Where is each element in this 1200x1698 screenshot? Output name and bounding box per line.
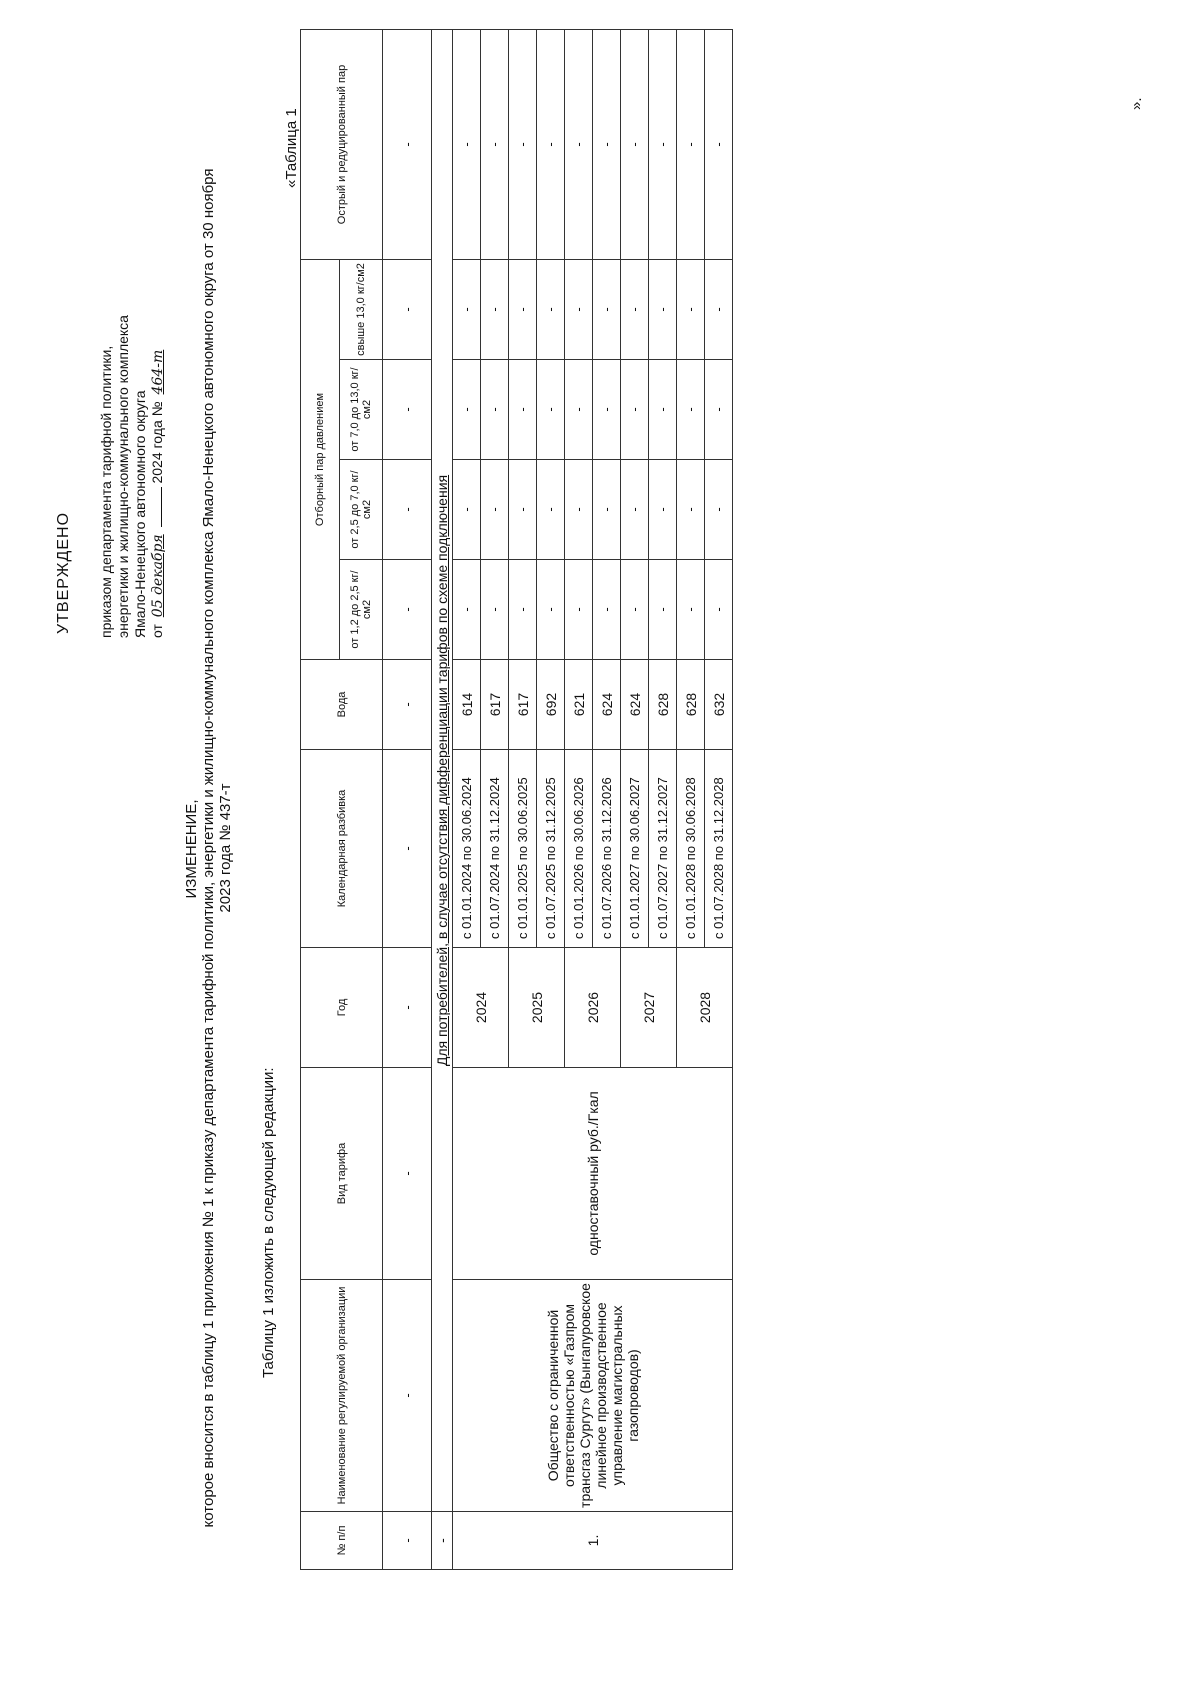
dash-cell: - <box>649 260 677 360</box>
dash-cell: - <box>509 30 537 260</box>
dash-cell: - <box>537 560 565 660</box>
tariff-table <box>300 29 733 1570</box>
period-cell: с 01.07.2028 по 31.12.2028 <box>705 750 733 948</box>
dash-cell: - <box>537 360 565 460</box>
water-cell: 628 <box>649 660 677 750</box>
intro-text: Таблицу 1 изложить в следующей редакции: <box>260 1067 277 1378</box>
year-cell: 2028 <box>677 948 733 1068</box>
tariff-type: одноставочный руб./Гкал <box>453 1068 733 1280</box>
dash-cell: - <box>677 360 705 460</box>
dash-cell: - <box>705 30 733 260</box>
dash-cell: - <box>649 460 677 560</box>
water-cell: 614 <box>453 660 481 750</box>
dash-cell: - <box>481 30 509 260</box>
date-suffix: 2024 года № <box>149 401 165 484</box>
period-cell: с 01.07.2024 по 31.12.2024 <box>481 750 509 948</box>
dash-cell: - <box>621 260 649 360</box>
dash-cell: - <box>481 460 509 560</box>
approval-line: энергетики и жилищно-коммунального комплекса <box>115 315 131 638</box>
table-row-section <box>432 30 453 1570</box>
dash-cell: - <box>432 1512 453 1570</box>
dash-cell: - <box>453 260 481 360</box>
section-title: Для потребителей, в случае отсутствия дифференциации тарифов по схеме подключения <box>432 30 453 1512</box>
dash-cell: - <box>649 560 677 660</box>
period-cell: с 01.07.2025 по 31.12.2025 <box>537 750 565 948</box>
table-row-dash <box>383 30 432 1570</box>
dash-cell: - <box>593 260 621 360</box>
dash-cell: - <box>677 30 705 260</box>
table-label: «Таблица 1 <box>283 108 300 188</box>
header-num: № п/п <box>301 1512 383 1570</box>
dash-cell: - <box>677 460 705 560</box>
dash-cell: - <box>705 360 733 460</box>
dash-cell: - <box>649 360 677 460</box>
dash-cell: - <box>383 560 432 660</box>
water-cell: 628 <box>677 660 705 750</box>
dash-cell: - <box>509 260 537 360</box>
dash-cell: - <box>565 360 593 460</box>
dash-cell: - <box>383 1280 432 1512</box>
period-cell: с 01.07.2027 по 31.12.2027 <box>649 750 677 948</box>
header-org: Наименование регулируемой организации <box>301 1280 383 1512</box>
dash-cell: - <box>537 460 565 560</box>
approval-title: УТВЕРЖДЕНО <box>55 511 72 634</box>
dash-cell: - <box>565 560 593 660</box>
dash-cell: - <box>621 560 649 660</box>
water-cell: 617 <box>509 660 537 750</box>
handwritten-date: 05 декабря <box>150 534 166 618</box>
dash-cell: - <box>453 460 481 560</box>
year-cell: 2027 <box>621 948 677 1068</box>
approval-line: Ямало-Ненецкого автономного округа <box>132 390 148 638</box>
header-steam: Отборный пар давлением <box>301 260 340 660</box>
dash-cell: - <box>705 260 733 360</box>
date-underline <box>161 487 162 527</box>
approval-block <box>55 78 167 638</box>
period-cell: с 01.01.2025 по 30.06.2025 <box>509 750 537 948</box>
dash-cell: - <box>537 260 565 360</box>
year-cell: 2025 <box>509 948 565 1068</box>
water-cell: 621 <box>565 660 593 750</box>
period-cell: с 01.01.2028 по 30.06.2028 <box>677 750 705 948</box>
handwritten-number: 464-т <box>150 349 166 395</box>
dash-cell: - <box>649 30 677 260</box>
dash-cell: - <box>705 560 733 660</box>
dash-cell: - <box>509 560 537 660</box>
dash-cell: - <box>383 1068 432 1280</box>
dash-cell: - <box>383 460 432 560</box>
header-steam-4: свыше 13,0 кг/см2 <box>340 260 383 360</box>
header-water: Вода <box>301 660 383 750</box>
water-cell: 624 <box>593 660 621 750</box>
dash-cell: - <box>383 260 432 360</box>
header-tariff-type: Вид тарифа <box>301 1068 383 1280</box>
dash-cell: - <box>383 30 432 260</box>
dash-cell: - <box>621 360 649 460</box>
table-row <box>453 30 481 1570</box>
closing-quote: ». <box>1128 97 1145 110</box>
dash-cell: - <box>453 360 481 460</box>
dash-cell: - <box>453 30 481 260</box>
approval-date-line <box>149 78 167 638</box>
header-year: Год <box>301 948 383 1068</box>
dash-cell: - <box>593 460 621 560</box>
org-number: 1. <box>453 1512 733 1570</box>
org-name: Общество с ограниченной ответственностью «Газпром трансгаз Сургут» (Вынгапуровское линейное производственное управление магистральных газопроводов) <box>453 1280 733 1512</box>
header-reduced-steam: Острый и редуцированный пар <box>301 30 383 260</box>
water-cell: 692 <box>537 660 565 750</box>
header-calendar: Календарная разбивка <box>301 750 383 948</box>
period-cell: с 01.01.2026 по 30.06.2026 <box>565 750 593 948</box>
period-cell: с 01.01.2027 по 30.06.2027 <box>621 750 649 948</box>
dash-cell: - <box>383 360 432 460</box>
dash-cell: - <box>383 1512 432 1570</box>
dash-cell: - <box>677 260 705 360</box>
dash-cell: - <box>537 30 565 260</box>
approval-line: приказом департамента тарифной политики, <box>98 345 114 638</box>
period-cell: с 01.07.2026 по 31.12.2026 <box>593 750 621 948</box>
document-title: ИЗМЕНЕНИЕ, <box>183 799 200 899</box>
dash-cell: - <box>705 460 733 560</box>
dash-cell: - <box>383 750 432 948</box>
dash-cell: - <box>565 260 593 360</box>
dash-cell: - <box>509 360 537 460</box>
dash-cell: - <box>481 560 509 660</box>
dash-cell: - <box>621 30 649 260</box>
year-cell: 2026 <box>565 948 621 1068</box>
dash-cell: - <box>481 360 509 460</box>
water-cell: 624 <box>621 660 649 750</box>
dash-cell: - <box>621 460 649 560</box>
period-cell: с 01.01.2024 по 30.06.2024 <box>453 750 481 948</box>
document-subtitle: которое вносится в таблицу 1 приложения № 1 к приказу департамента тарифной политики, энергетики и жилищно-коммунального комплекса Ямало-Ненецкого автономного округа от 30 ноября 2023 года № 437-т <box>200 168 234 1528</box>
header-steam-2: от 2,5 до 7,0 кг/см2 <box>340 460 383 560</box>
header-steam-1: от 1,2 до 2,5 кг/см2 <box>340 560 383 660</box>
dash-cell: - <box>593 560 621 660</box>
dash-cell: - <box>383 660 432 750</box>
dash-cell: - <box>453 560 481 660</box>
header-steam-3: от 7,0 до 13,0 кг/см2 <box>340 360 383 460</box>
dash-cell: - <box>565 30 593 260</box>
dash-cell: - <box>593 30 621 260</box>
dash-cell: - <box>481 260 509 360</box>
year-cell: 2024 <box>453 948 509 1068</box>
dash-cell: - <box>593 360 621 460</box>
water-cell: 632 <box>705 660 733 750</box>
dash-cell: - <box>677 560 705 660</box>
water-cell: 617 <box>481 660 509 750</box>
dash-cell: - <box>509 460 537 560</box>
date-prefix: от <box>149 624 165 638</box>
dash-cell: - <box>565 460 593 560</box>
dash-cell: - <box>383 948 432 1068</box>
